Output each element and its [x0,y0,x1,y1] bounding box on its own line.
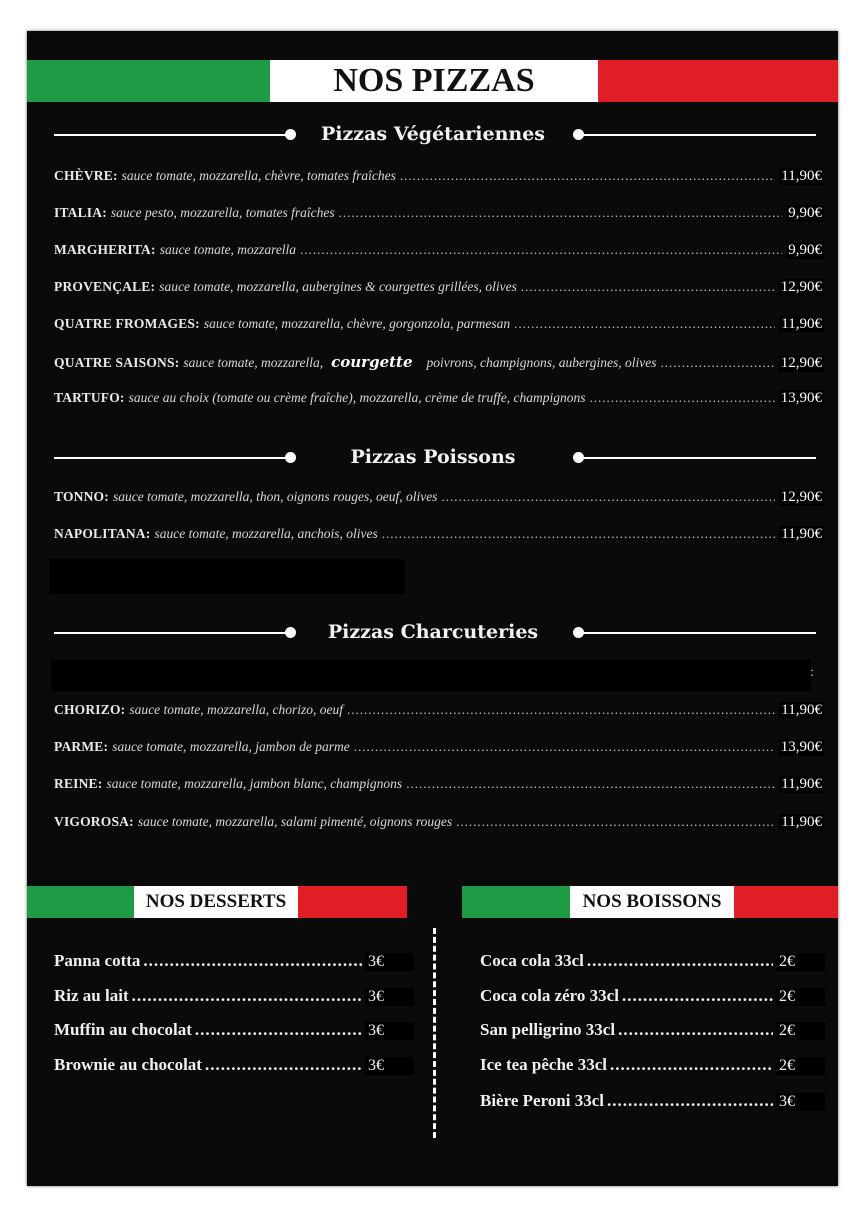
item-price: 9,90€ [788,205,822,221]
menu-item: VIGOROSA: sauce tomate, mozzarella, salami pimenté, oignons rouges ..... 11,90€ [54,814,824,836]
menu-title: NOS PIZZAS [270,60,598,102]
item-price: 11,90€ [781,776,822,792]
dessert-item: Brownie au chocolat ..... 3€ [54,1055,414,1075]
handwritten-note: courgette [331,353,413,371]
item-price: 9,90€ [788,242,822,258]
blackout-patch [49,559,405,594]
menu-item: QUATRE SAISONS: sauce tomate, mozzarella, courgette poivrons, champignons, aubergines, olives ..... 12,90€ [54,353,824,375]
item-price: 11,90€ [781,316,822,332]
dessert-item: Riz au lait ..... 3€ [54,986,414,1006]
menu-item: TONNO: sauce tomate, mozzarella, thon, oignons rouges, oeuf, olives ..... 12,90€ [54,489,824,511]
menu-item: PROVENÇALE: sauce tomate, mozzarella, aubergines & courgettes grillées, olives ..... 12,90€ [54,279,824,301]
drinks-title: NOS BOISSONS [570,886,734,918]
item-price: 3€ [365,1057,414,1075]
drinks-flag-band [462,886,838,918]
item-price: 12,90€ [780,355,822,371]
item-price: 12,90€ [780,279,822,295]
section-divider-charcuterie [27,621,838,645]
menu-item: ITALIA: sauce pesto, mozzarella, tomates fraîches ..... 9,90€ [54,205,824,227]
section-divider-vegetarian [27,123,838,147]
drink-item: Ice tea pêche 33cl ..... 2€ [480,1055,825,1075]
drink-item: San pelligrino 33cl ..... 2€ [480,1020,825,1040]
item-price: 11,90€ [781,168,822,184]
item-price: 2€ [776,1057,825,1075]
section-divider-fish [27,446,838,470]
item-price: 11,90€ [781,702,822,718]
menu-item: CHÈVRE: sauce tomate, mozzarella, chèvre, tomates fraîches ..... 11,90€ [54,168,824,190]
flag-green [27,60,270,102]
header-flag-band [27,60,838,102]
item-price: 13,90€ [780,390,822,406]
item-price: 2€ [776,953,825,971]
desserts-title: NOS DESSERTS [134,886,298,918]
item-price: 11,90€ [781,526,822,542]
menu-item: QUATRE FROMAGES: sauce tomate, mozzarella, chèvre, gorgonzola, parmesan ..... 11,90€ [54,316,824,338]
menu-item: PARME: sauce tomate, mozzarella, jambon de parme ..... 13,90€ [54,739,824,761]
menu-item: TARTUFO: sauce au choix (tomate ou crème fraîche), mozzarella, crème de truffe, champignons ..... 13,90€ [54,390,824,412]
menu-item: REINE: sauce tomate, mozzarella, jambon blanc, champignons ..... 11,90€ [54,776,824,798]
drink-item: Coca cola 33cl ..... 2€ [480,951,825,971]
menu-item: NAPOLITANA: sauce tomate, mozzarella, anchois, olives ..... 11,90€ [54,526,824,548]
item-price: 3€ [365,953,414,971]
section-title-charcuterie: Pizzas Charcuteries [327,621,539,643]
desserts-flag-band [27,886,407,918]
item-price: 2€ [776,988,825,1006]
section-title-fish: Pizzas Poissons [350,446,516,468]
item-price: 11,90€ [781,814,822,830]
stray-mark: : [810,665,814,680]
item-price: 3€ [365,1022,414,1040]
drink-item: Bière Peroni 33cl ..... 3€ [480,1091,825,1111]
menu-sheet [27,31,838,1186]
menu-item: CHORIZO: sauce tomate, mozzarella, chorizo, oeuf ..... 11,90€ [54,702,824,724]
drink-item: Coca cola zéro 33cl ..... 2€ [480,986,825,1006]
item-price: 2€ [776,1022,825,1040]
dessert-item: Muffin au chocolat ..... 3€ [54,1020,414,1040]
item-price: 13,90€ [780,739,822,755]
item-price: 12,90€ [780,489,822,505]
dessert-item: Panna cotta ..... 3€ [54,951,414,971]
section-title-vegetarian: Pizzas Végétariennes [321,123,545,145]
item-price: 3€ [365,988,414,1006]
flag-red [598,60,838,102]
column-separator [433,928,436,1138]
item-price: 3€ [776,1093,825,1111]
blackout-patch [51,659,811,691]
menu-item: MARGHERITA: sauce tomate, mozzarella ..... 9,90€ [54,242,824,264]
